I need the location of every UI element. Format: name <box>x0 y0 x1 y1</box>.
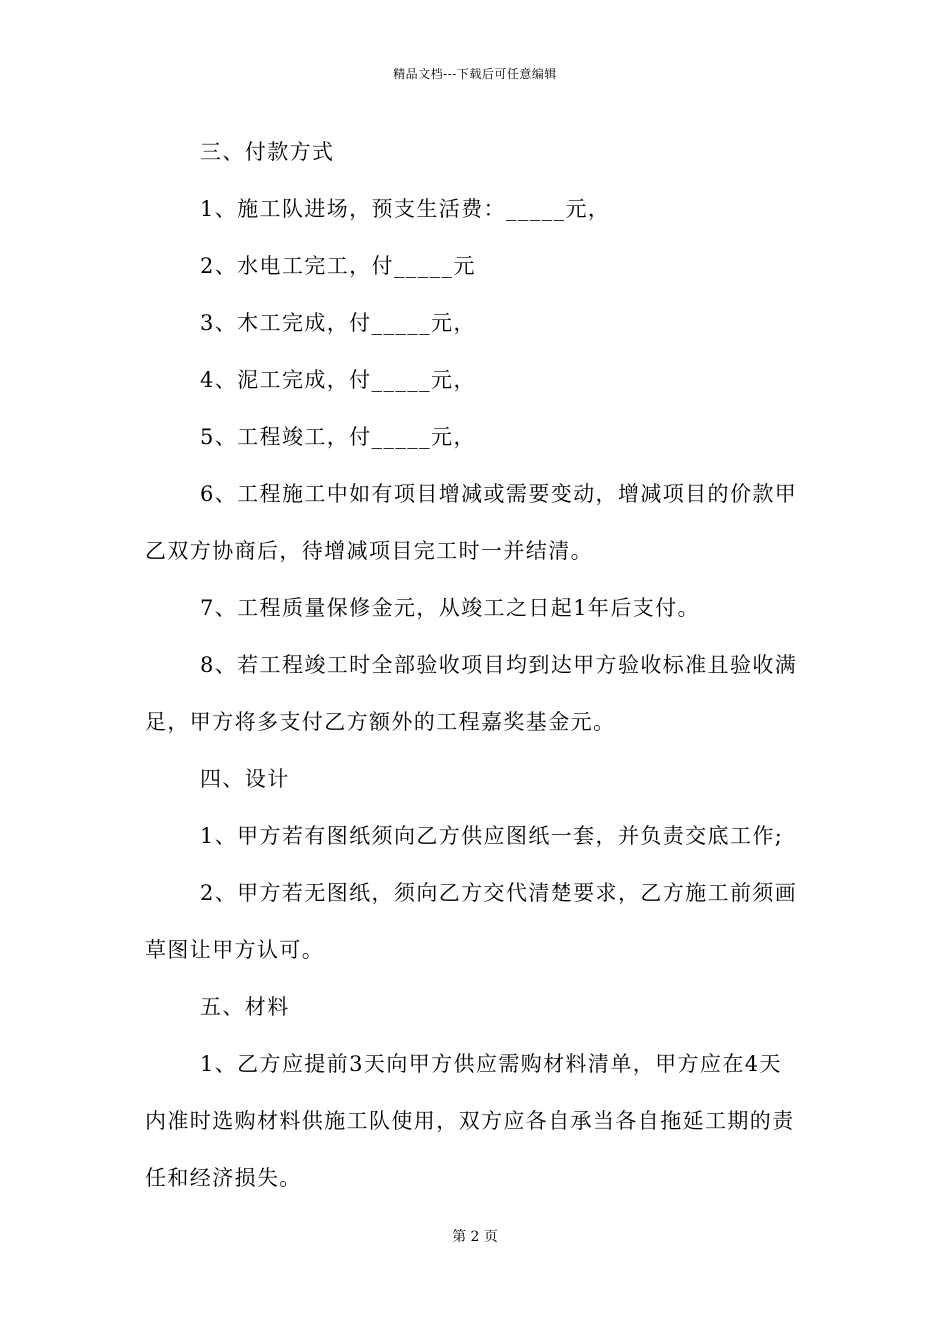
page-number: 第 2 页 <box>452 1229 498 1245</box>
paragraph-line: 7、工程质量保修金元，从竣工之日起1年后支付。 <box>200 596 700 620</box>
paragraph-line: 1、甲方若有图纸须向乙方供应图纸一套，并负责交底工作; <box>200 824 784 848</box>
paragraph-line: 5、工程竣工，付_____元， <box>200 425 476 449</box>
paragraph-line: 乙双方协商后，待增减项目完工时一并结清。 <box>145 539 593 563</box>
section-heading-materials: 五、材料 <box>200 995 290 1019</box>
section-heading-payment: 三、付款方式 <box>200 140 335 164</box>
paragraph-line: 8、若工程竣工时全部验收项目均到达甲方验收标准且验收满 <box>200 653 798 677</box>
paragraph-line: 4、泥工完成，付_____元， <box>200 368 476 392</box>
paragraph-line: 草图让甲方认可。 <box>145 938 325 962</box>
paragraph-line: 3、木工完成，付_____元， <box>200 311 476 335</box>
paragraph-line: 6、工程施工中如有项目增减或需要变动，增减项目的价款甲 <box>200 482 798 506</box>
paragraph-line: 足，甲方将多支付乙方额外的工程嘉奖基金元。 <box>145 710 616 734</box>
paragraph-line: 2、水电工完工，付_____元 <box>200 254 476 278</box>
page-header: 精品文档---下载后可任意编辑 <box>393 67 557 81</box>
section-heading-design: 四、设计 <box>200 767 290 791</box>
paragraph-line: 2、甲方若无图纸，须向乙方交代清楚要求，乙方施工前须画 <box>200 881 798 905</box>
paragraph-line: 任和经济损失。 <box>145 1166 302 1190</box>
paragraph-line: 内准时选购材料供施工队使用，双方应各自承当各自拖延工期的责 <box>145 1109 795 1133</box>
paragraph-line: 1、施工队进场，预支生活费：_____元， <box>200 197 611 221</box>
paragraph-line: 1、乙方应提前3天向甲方供应需购材料清单，甲方应在4天 <box>200 1052 782 1076</box>
